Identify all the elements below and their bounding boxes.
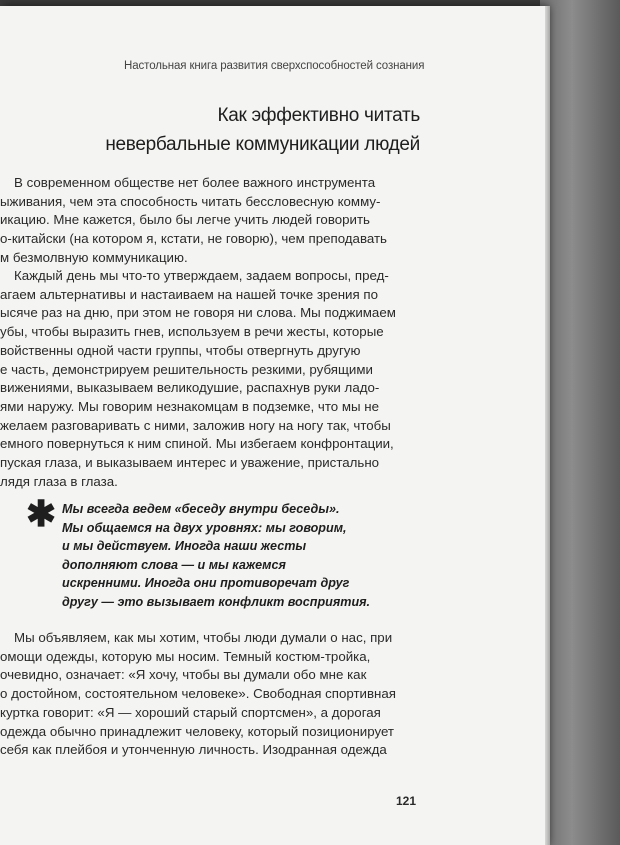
text-line: Мы объявляем, как мы хотим, чтобы люди думали о нас, при: [14, 630, 393, 645]
text-line: пуская глаза, и выказываем интерес и уважение, пристально: [0, 455, 380, 471]
text-line: ысяче раз на дню, при этом не говоря ни слова. Мы поджимаем: [0, 305, 396, 321]
text-line: икацию. Мне кажется, было бы легче учить людей говорить: [0, 212, 370, 228]
section-title: [0, 101, 420, 159]
callout-line: искренними. Иногда они противоречат друг: [62, 576, 350, 591]
callout-line: и мы действуем. Иногда наши жесты: [62, 539, 307, 554]
paragraph-1: [0, 174, 425, 268]
text-line: ями наружу. Мы говорим незнакомцам в подземке, что мы не: [0, 398, 380, 414]
page-edge: [545, 6, 550, 845]
text-line: м безмолвную коммуникацию.: [0, 249, 188, 265]
text-line: желаем разговаривать с ними, заложив ногу на ногу так, чтобы: [0, 417, 391, 433]
paragraph-2: [0, 267, 425, 491]
callout-line: Мы общаемся на двух уровнях: мы говорим,: [62, 520, 347, 535]
text-line: убы, чтобы выразить гнев, используем в речи жесты, которые: [0, 324, 384, 340]
callout-line: дополняют слова — и мы кажемся: [62, 557, 286, 572]
section-title-line: невербальные коммуникации людей: [105, 134, 420, 155]
text-line: омощи одежды, которую мы носим. Темный костюм-тройка,: [0, 648, 371, 664]
text-line: вижениями, выказываем великодушие, распахнув руки ладо-: [0, 380, 380, 396]
text-line: лядя глаза в глаза.: [0, 473, 118, 489]
text-line: о достойном, состоятельном человеке». Свободная спортивная: [0, 686, 396, 702]
text-line: е часть, демонстрируем решительность резкими, рубящими: [0, 361, 373, 377]
callout-line: другу — это вызывает конфликт восприятия.: [62, 594, 371, 609]
running-header: Настольная книга развития сверхспособностей сознания: [124, 60, 425, 72]
text-line: В современном обществе нет более важного инструмента: [14, 175, 376, 190]
asterisk-icon: ✱: [26, 493, 57, 534]
text-line: войственны одной части группы, чтобы отвергнуть другую: [0, 342, 361, 358]
text-line: себя как плейбоя и утонченную личность. Изодранная одежда: [0, 742, 387, 758]
book-edge-background: [540, 0, 620, 845]
callout-line: Мы всегда ведем «беседу внутри беседы».: [62, 502, 340, 516]
section-title-line: Как эффективно читать: [217, 105, 420, 126]
text-line: емного повернуться к ним спиной. Мы избегаем конфронтации,: [0, 436, 394, 452]
text-line: одежда обычно принадлежит человеку, который позиционирует: [0, 723, 395, 739]
text-line: куртка говорит: «Я — хороший старый спортсмен», а дорогая: [0, 704, 381, 720]
callout-quote: [62, 500, 422, 612]
text-line: агаем альтернативы и настаиваем на нашей точке зрения по: [0, 286, 378, 302]
page-number: 121: [396, 794, 417, 808]
text-line: очевидно, означает: «Я хочу, чтобы вы думали обо мне как: [0, 667, 367, 683]
text-line: о-китайски (на котором я, кстати, не говорю), чем преподавать: [0, 231, 387, 247]
text-line: ыживания, чем эта способность читать бессловесную комму-: [0, 193, 381, 209]
paragraph-3: [0, 629, 425, 760]
text-line: Каждый день мы что-то утверждаем, задаем вопросы, пред-: [14, 268, 389, 283]
